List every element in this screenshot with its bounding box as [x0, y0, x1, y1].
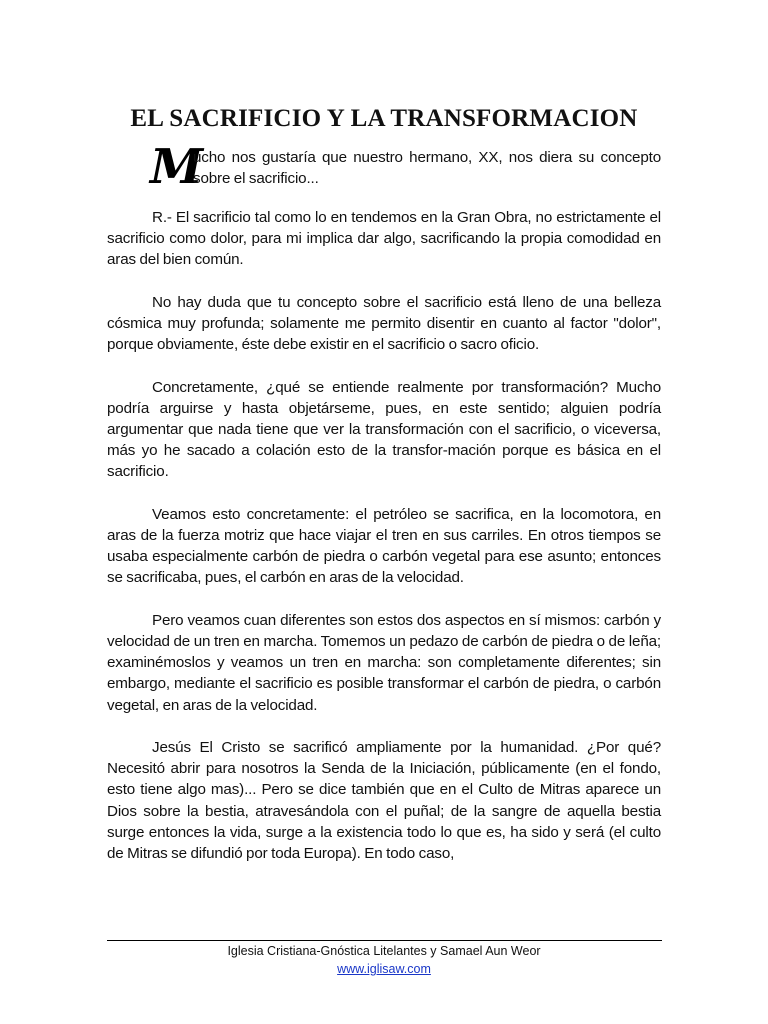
paragraph: Jesús El Cristo se sacrificó ampliamente por la humanidad. ¿Por qué? Necesitó abrir para nosotros la Senda de la Iniciación, públicamente (en el fondo, esto tiene algo mas)... Pero se dice también que en el Culto de Mitras aparece un Dios sobre la bestia, atravesándola con el puñal; de la sangre de aquella bestia surge entonces la vida, surge a la existencia todo lo que es, ha sido y será (el culto de Mitras se difundió por toda Europa). En todo caso,	[107, 739, 661, 863]
footer-website-link[interactable]: www.iglisaw.com	[337, 962, 431, 976]
drop-cap-letter: M	[150, 139, 204, 195]
paragraph: No hay duda que tu concepto sobre el sacrificio está lleno de una belleza cósmica muy profunda; solamente me permito disentir en cuanto al factor "dolor", porque obviamente, éste debe existir en el sacrificio o sacro oficio.	[107, 293, 661, 354]
paragraph: Pero veamos cuan diferentes son estos dos aspectos en sí mismos: carbón y velocidad de un tren en marcha. Tomemos un pedazo de carbón de piedra o de leña; examinémoslos y veamos un tren en marcha: son completamente diferentes; sin embargo, mediante el sacrificio es posible transformar el carbón de piedra, o carbón vegetal, en aras de la velocidad.	[107, 611, 661, 714]
paragraph: R.- El sacrificio tal como lo en tendemos en la Gran Obra, no estrictamente el sacrificio como dolor, para mi implica dar algo, sacrificando la propia comodidad en aras del bien común.	[107, 209, 661, 269]
footer-organization: Iglesia Cristiana-Gnóstica Litelantes y Samael Aun Weor	[227, 944, 541, 958]
document-body	[107, 207, 661, 885]
paragraph: Veamos esto concretamente: el petróleo se sacrifica, en la locomotora, en aras de la fuerza motriz que hace viajar el tren en sus carriles. En otros tiempos se usaba especialmente carbón de piedra o carbón vegetal para ese asunto; entonces se sacrificaba, pues, el carbón en aras de la velocidad.	[107, 505, 661, 587]
footer-divider	[107, 940, 662, 941]
intro-paragraph	[150, 139, 661, 195]
page-title: EL SACRIFICIO Y LA TRANSFORMACION	[130, 104, 638, 132]
intro-text: ucho nos gustaría que nuestro hermano, XX, nos diera su concepto sobre el sacrificio...	[193, 149, 661, 188]
paragraph: Concretamente, ¿qué se entiende realmente por transformación? Mucho podría arguirse y hasta objetárseme, pues, en este sentido; alguien podría argumentar que nada tiene que ver la transformación con el sacrificio, o viceversa, más yo he sacado a colación esto de la transfor-mación porque es básica en el sacrificio.	[107, 378, 661, 481]
